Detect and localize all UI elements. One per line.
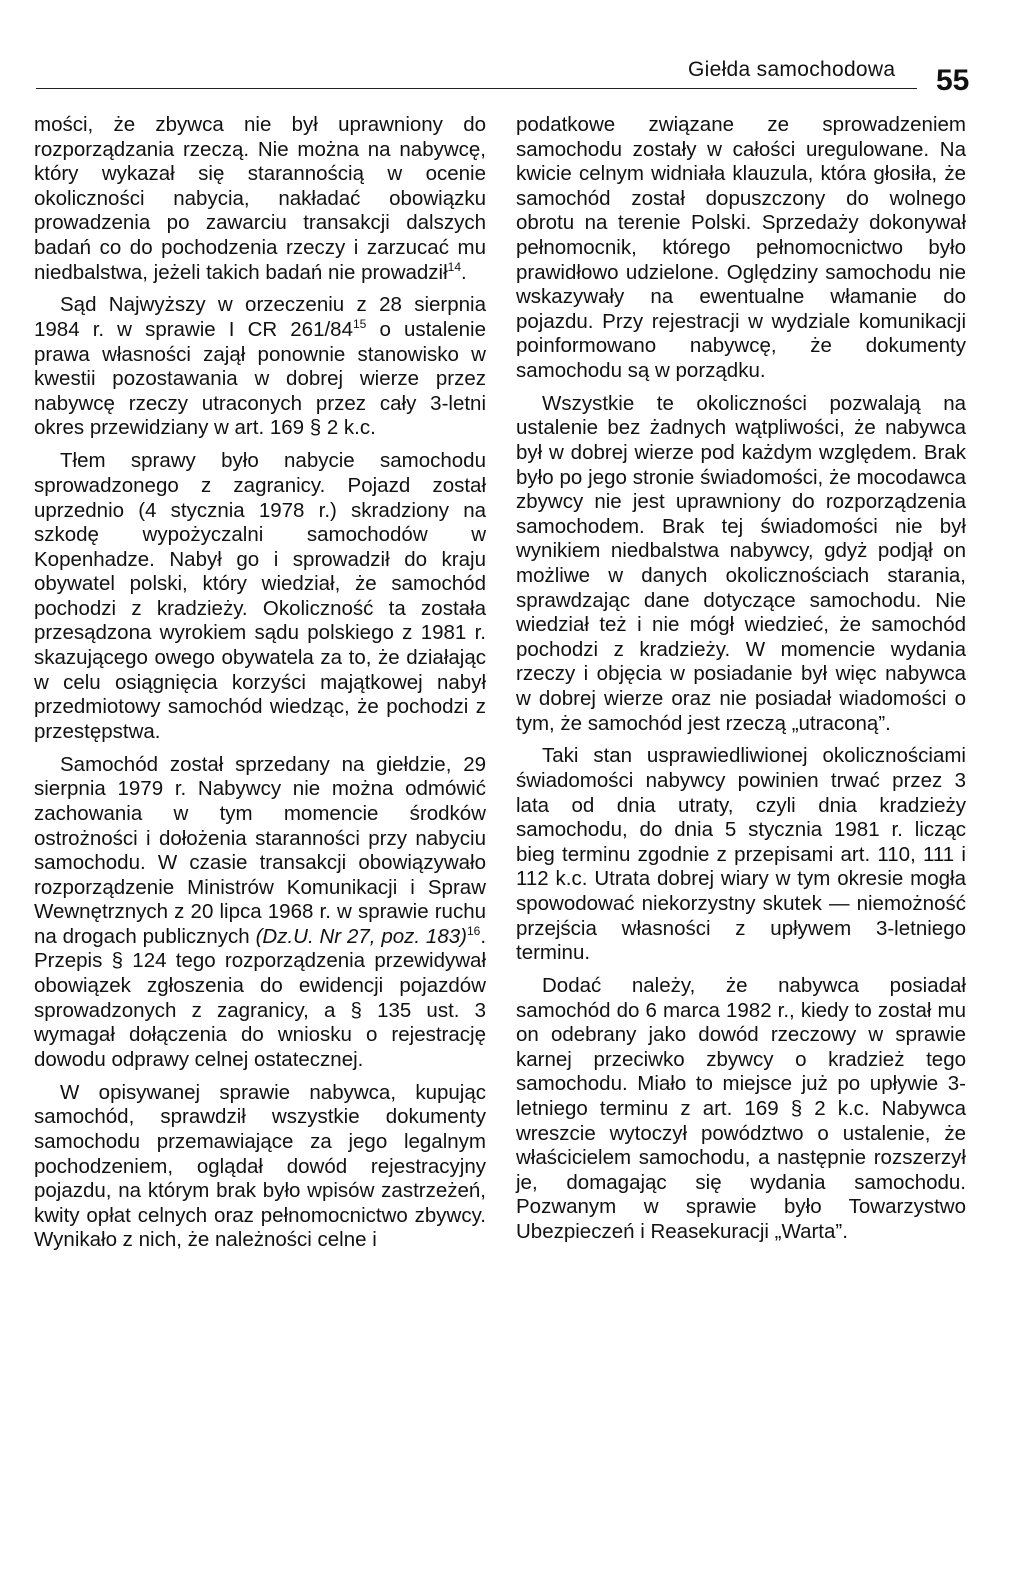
citation: (Dz.U. Nr 27, poz. 183) [255,924,467,948]
paragraph-text: o ustalenie prawa własności zajął ponownie stanowisko w kwestii pozostawania w dobrej wierze przez nabywcę rzeczy utraconych przez cały 3-letni okres przewidziany w art. 169 § 2 k.c. [34,318,487,440]
left-column [34,113,486,1261]
paragraph-text: Samochód został sprzedany na giełdzie, 29 sierpnia 1979 r. Nabywcy nie można odmówić zachowania w tym momencie środków ostrożności i dołożenia staranności przy nabyciu samochodu. W czasie transakcji obowiązywało rozporządzenie Ministrów Komunikacji i Spraw Wewnętrznych z 20 lipca 1968 r. w sprawie ruchu na drogach publicznych [34,752,486,948]
paragraph [34,113,486,285]
running-head [0,0,1024,110]
paragraph [34,293,486,441]
paragraph: Tłem sprawy było nabycie samochodu sprowadzonego z zagranicy. Pojazd został uprzednio (4 stycznia 1978 r.) skradziony na szkodę wypożyczalni samochodów w Kopenhadze. Nabył go i sprowadził do kraju obywatel polski, który wiedział, że samochód pochodzi z kradzieży. Okoliczność ta została przesądzona wyrokiem sądu polskiego z 1981 r. skazującego owego obywatela za to, że działając w celu osiągnięcia korzyści majątkowej nabył przedmiotowy samochód wiedząc, że pochodzi z przestępstwa. [34,449,486,743]
footnote-ref: 16 [466,924,481,939]
paragraph-text: Sąd Najwyższy w orzeczeniu z 28 sierpnia 1984 r. w sprawie I CR 261/84 [34,293,486,342]
right-column [516,113,966,1253]
paragraph: Dodać należy, że nabywca posiadał samochód do 6 marca 1982 r., kiedy to został mu on odebrany jako dowód rzeczowy w sprawie karnej przeciwko zbywcy o kradzież tego samochodu. Miało to miejsce już po upływie 3-letniego terminu z art. 169 § 2 k.c. Nabywca wreszcie wytoczył powództwo o ustalenie, że właścicielem samochodu, a następnie rozszerzył je, domagając się wydania samochodu. Pozwanym w sprawie było Towarzystwo Ubezpieczeń i Reasekuracji „Warta”. [516,974,966,1244]
paragraph [34,753,486,1073]
footnote-ref: 14 [447,259,462,274]
paragraph-text: mości, że zbywca nie był uprawniony do rozporządzania rzeczą. Nie można na nabywcę, który wykazał się starannością w ocenie okoliczności nabycia, nakładać obowiązku prowadzenia po zawarciu transakcji dalszych badań co do pochodzenia rzeczy i zarzucać mu niedbalstwa, jeżeli takich badań nie prowadził [34,113,486,284]
footnote-ref: 15 [353,317,367,332]
page-number: 55 [936,64,970,97]
paragraph: W opisywanej sprawie nabywca, kupując samochód, sprawdził wszystkie dokumenty samochodu przemawiające za jego legalnym pochodzeniem, oglądał dowód rejestracyjny pojazdu, na którym brak było wpisów zastrzeżeń, kwity opłat celnych oraz pełnomocnictwo zbywcy. Wynikało z nich, że należności celne i [34,1080,486,1252]
running-title: Giełda samochodowa [688,58,896,81]
paragraph: Taki stan usprawiedliwionej okolicznościami świadomości nabywcy powinien trwać przez 3 lata od dnia utraty, czyli dnia kradzieży samochodu, do dnia 5 stycznia 1981 r. licząc bieg terminu zgodnie z przepisami art. 110, 111 i 112 k.c. Utrata dobrej wiary w tym okresie mogła spowodować niekorzystny skutek — niemożność przejścia własności z upływem 3-letniego terminu. [516,744,966,965]
header-rule [36,88,917,89]
paragraph: Wszystkie te okoliczności pozwalają na ustalenie bez żadnych wątpliwości, że nabywca był w dobrej wierze pod każdym względem. Brak było po jego stronie świadomości, że mocodawca zbywcy nie jest uprawniony do rozporządzenia samochodem. Brak tej świadomości nie był wynikiem niedbalstwa nabywcy, gdyż podjął on możliwe w danych okolicznościach starania, sprawdzając dane dotyczące samochodu. Nie wiedział też i nie mógł wiedzieć, że samochód pochodzi z kradzieży. W momencie wydania rzeczy i objęcia w posiadanie był więc nabywca w dobrej wierze oraz nie posiadał wiadomości o tym, że samochód jest rzeczą „utraconą”. [516,391,966,735]
paragraph-end: . [461,260,467,284]
paragraph: podatkowe związane ze sprowadzeniem samochodu zostały w całości uregulowane. Na kwicie celnym widniała klauzula, która głosiła, że samochód został dopuszczony do wolnego obrotu na terenie Polski. Sprzedaży dokonywał pełnomocnik, którego pełnomocnictwo było prawidłowo udzielone. Oględziny samochodu nie wskazywały na ewentualne włamanie do pojazdu. Przy rejestracji w wydziale komunikacji poinformowano nabywcę, że dokumenty samochodu są w porządku. [516,113,966,382]
paragraph-text: . Przepis § 124 tego rozporządzenia przewidywał obowiązek zgłoszenia do ewidencji pojazdów sprowadzonych z zagranicy, a § 135 ust. 3 wymagał dołączenia do wniosku o rejestrację dowodu odprawy celnej ostatecznej. [34,924,487,1071]
